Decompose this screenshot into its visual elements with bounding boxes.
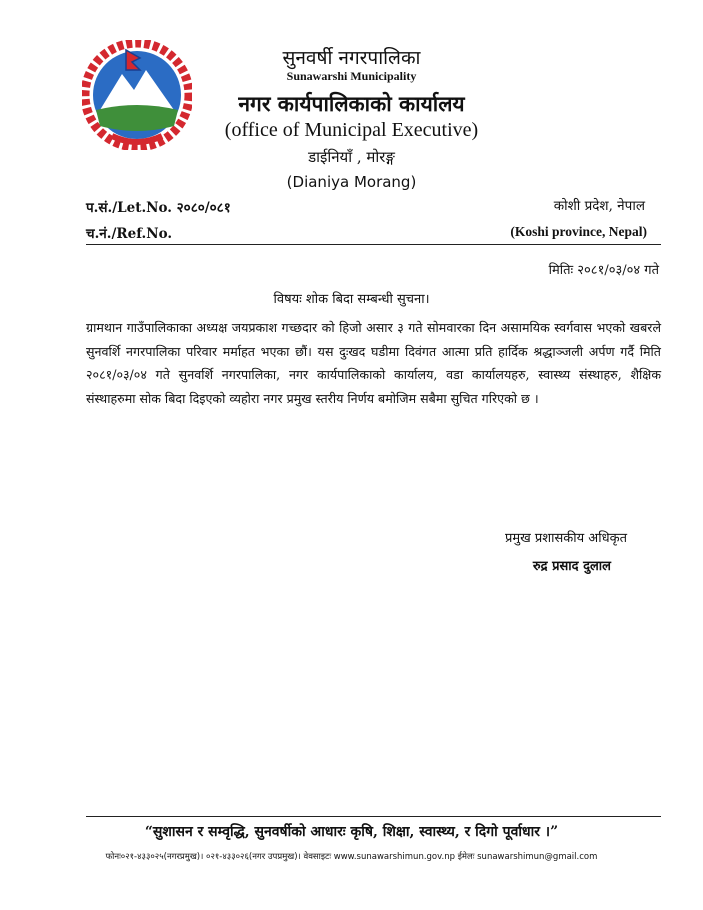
footer-motto: “सुशासन र सम्वृद्धि, सुनवर्षीको आधारः कृषि, शिक्षा, स्वास्थ्य, र दिगो पूर्वाधार ।” xyxy=(144,824,559,840)
location-en: (Dianiya Morang) xyxy=(286,173,417,191)
signatory-title: प्रमुख प्रशासकीय अधिकृत xyxy=(504,531,627,546)
letter-subject: विषयः शोक बिदा सम्बन्धी सुचना। xyxy=(273,292,430,307)
reference-number: च.नं./Ref.No. xyxy=(86,226,173,242)
footer-divider xyxy=(86,816,661,817)
office-name-en: (office of Municipal Executive) xyxy=(224,119,479,141)
header-divider xyxy=(86,244,661,245)
letter-date: मितिः २०८१/०३/०४ गते xyxy=(548,263,659,278)
province-np: कोशी प्रदेश, नेपाल xyxy=(553,198,645,214)
footer-contact: फोनः०२१-४३३०२५(नगरप्रमुख)। ०२१-४३३०२६(नगर उपप्रमुख)। वेवसाइटः www.sunawarshimun.gov.np ईमेलः sunawarshimun@gmail.com xyxy=(105,852,598,862)
municipality-name-np: सुनवर्षी नगरपालिका xyxy=(282,47,421,69)
office-name-np: नगर कार्यपालिकाको कार्यालय xyxy=(238,91,465,116)
letter-number: प.सं./Let.No. २०८०/०८१ xyxy=(86,200,231,216)
municipality-name-en: Sunawarshi Municipality xyxy=(286,69,417,83)
letter-body: ग्रामथान गाउँपालिकाका अध्यक्ष जयप्रकाश गच्छदार को हिजो असार ३ गते सोमवारका दिन असामयिक स्वर्गवास भएको खबरले सुनवर्शि नगरपालिका परिवार मर्माहत भएका छौं। यस दुःखद घडीमा दिवंगत आत्मा प्रति हार्दिक श्रद्धाञ्जली अर्पण गर्दै मिति २०८१/०३/०४ गते सुनवर्शि नगरपालिका, नगर कार्यपालिकाको कार्यालय, वडा कार्यालयहरु, स्वास्थ्य संस्थाहरु, शैक्षिक संस्थाहरुमा सोक बिदा दिइएको व्यहोरा नगर प्रमुख स्तरीय निर्णय बमोजिम सबैमा सुचित गरिएको छ । xyxy=(86,320,661,406)
location-np: डाईनियाँ , मोरङ्ग xyxy=(308,148,395,166)
signatory-name: रुद्र प्रसाद दुलाल xyxy=(532,559,611,574)
province-en: (Koshi province, Nepal) xyxy=(510,224,647,239)
